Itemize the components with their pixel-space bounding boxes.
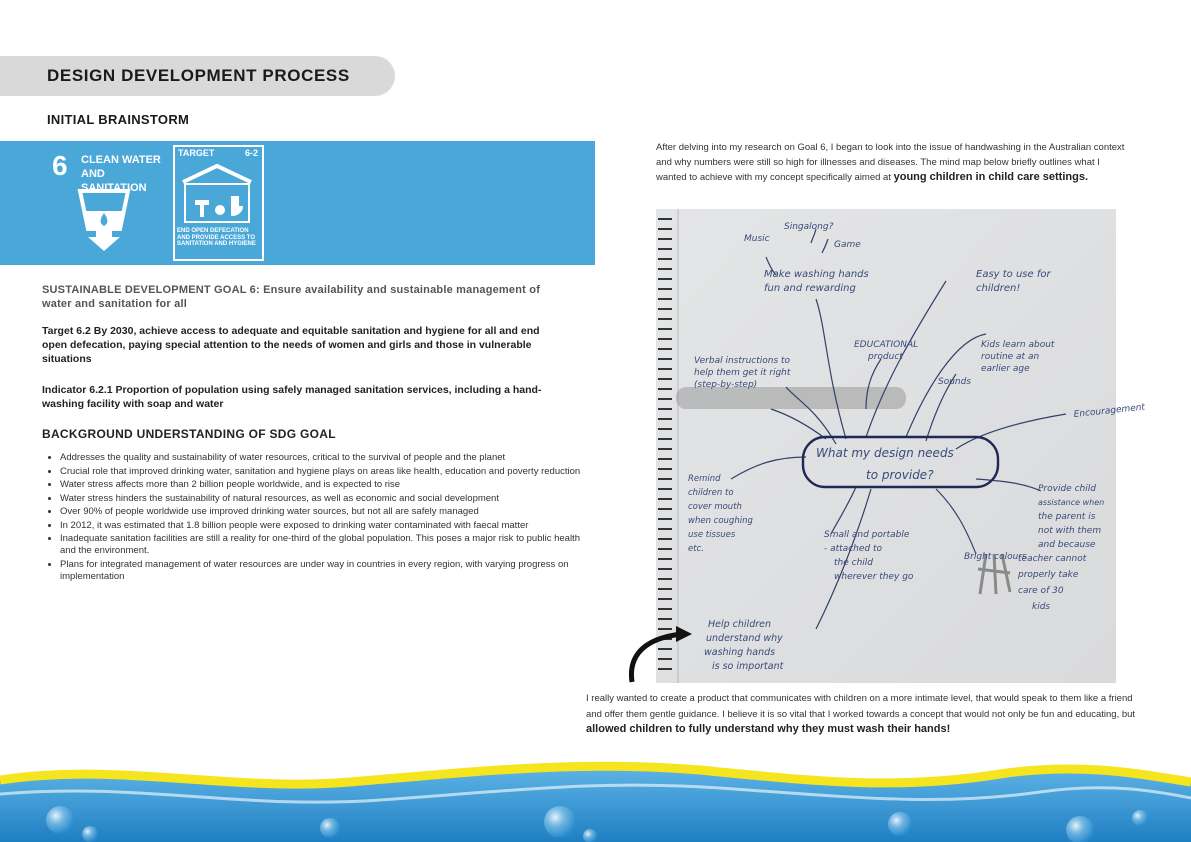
intro-bold: young children in child care settings. [893, 171, 1088, 183]
node-provide-6: teacher cannot [1018, 554, 1087, 564]
target-caption: END OPEN DEFECATION AND PROVIDE ACCESS TO SANITATION AND HYGIENE [177, 228, 256, 247]
bullet-item: • Crucial role that improved drinking water, sanitation and hygiene plays on areas like health, education and poverty reduction [60, 466, 595, 478]
node-easy-2: children! [976, 283, 1021, 294]
node-verbal-3: (step-by-step) [694, 380, 758, 390]
node-remind-3: cover mouth [688, 502, 742, 512]
node-provide-8: care of 30 [1018, 586, 1064, 596]
target-text: Target 6.2 By 2030, achieve access to adequate and equitable sanitation and hygiene for all and end open defecation, paying special attention to the needs of women and girls and those in vulnerable situations [42, 325, 540, 365]
node-small-2: - attached to [824, 544, 882, 554]
node-kids-1: Kids learn about [981, 340, 1055, 350]
node-fun-1: Make washing hands [764, 269, 869, 280]
node-remind-6: etc. [688, 544, 704, 554]
section-subtitle: INITIAL BRAINSTORM [47, 112, 190, 127]
node-educational-1: EDUCATIONAL [854, 340, 919, 350]
node-small-3: the child [834, 558, 873, 568]
node-verbal-2: help them get it right [694, 368, 791, 378]
background-bullet-list [42, 452, 595, 584]
toilet-washbasin-icon [177, 160, 257, 226]
node-provide-5: and because [1038, 540, 1096, 550]
node-remind-5: use tissues [688, 530, 736, 540]
closing-text: I really wanted to create a product that communicates with children on a more intimate level, that would speak to them like a friend and offer them gentle guidance. I believe it is so vital that I worked towards a concept that would not only be fun and educating, but [586, 693, 1136, 720]
intro-text: After delving into my research on Goal 6, I began to look into the issue of handwashing in the Australian context and why numbers were still so high for illnesses and diseases. The mind map below briefly outlines what I wanted to achieve with my concept specifically aimed at [656, 142, 1125, 183]
intro-paragraph [656, 140, 1131, 185]
target-label: TARGET [178, 148, 215, 158]
node-provide-2: assistance when [1038, 498, 1105, 507]
node-small-1: Small and portable [824, 530, 910, 540]
node-game: Game [834, 240, 861, 250]
node-help-1: Help children [708, 619, 772, 630]
bullet-item: • In 2012, it was estimated that 1.8 billion people were exposed to drinking water contaminated with faecal matter [60, 520, 595, 532]
node-kids-2: routine at an [981, 352, 1040, 362]
bullet-item: • Water stress hinders the sustainability of natural resources, as well as economic and social development [60, 493, 595, 505]
node-sounds: Sounds [938, 377, 972, 387]
node-provide-9: kids [1032, 602, 1051, 612]
node-help-2: understand why [706, 633, 783, 644]
node-bright: Bright colours [964, 552, 1027, 562]
background-heading: BACKGROUND UNDERSTANDING OF SDG GOAL [42, 427, 336, 441]
closing-bold: allowed children to fully understand why they must wash their hands! [586, 723, 951, 735]
bullet-item: • Plans for integrated management of water resources are under way in countries in every region, with varying progress on implementation [60, 559, 595, 583]
sdg-name: CLEAN WATER AND SANITATION [81, 154, 161, 194]
node-music: Music [744, 234, 770, 244]
bullet-item: • Addresses the quality and sustainability of water resources, critical to the survival of people and the planet [60, 452, 595, 464]
water-glass-icon [74, 187, 134, 253]
node-remind-2: children to [688, 488, 734, 498]
goal-title: SUSTAINABLE DEVELOPMENT GOAL 6: Ensure availability and sustainable management of water and sanitation for all [42, 284, 541, 310]
mindmap-sketch [656, 209, 1146, 683]
node-provide-4: not with them [1038, 526, 1102, 536]
node-singalong: Singalong? [784, 222, 834, 232]
node-fun-2: fun and rewarding [764, 283, 856, 294]
curved-arrow-icon [620, 624, 700, 684]
center-line-2: to provide? [866, 468, 934, 482]
sdg-number: 6 [52, 150, 68, 181]
node-encouragement: Encouragement [1073, 402, 1146, 420]
node-help-4: is so important [712, 661, 784, 672]
node-easy-1: Easy to use for [976, 269, 1051, 280]
mindmap-photo [656, 209, 1146, 683]
node-educational-2: product [868, 352, 903, 362]
node-verbal-1: Verbal instructions to [694, 356, 791, 366]
node-kids-3: earlier age [981, 364, 1030, 374]
node-provide-7: properly take [1018, 570, 1079, 580]
node-remind-1: Remind [688, 474, 721, 484]
scribbled-text [676, 387, 906, 409]
closing-paragraph [586, 691, 1146, 738]
page-title: DESIGN DEVELOPMENT PROCESS [47, 66, 350, 85]
node-provide-3: the parent is [1038, 512, 1096, 522]
bullet-item: • Inadequate sanitation facilities are still a reality for one-third of the global population. This poses a major risk to public health and the environment. [60, 533, 595, 557]
target-header [178, 148, 258, 158]
node-help-3: washing hands [704, 647, 776, 658]
bullet-item: • Water stress affects more than 2 billion people worldwide, and is expected to rise [60, 479, 595, 491]
target-number: 6-2 [244, 148, 258, 158]
node-small-4: wherever they go [834, 572, 914, 582]
node-remind-4: when coughing [688, 516, 753, 526]
center-line-1: What my design needs [816, 446, 954, 460]
bullet-item: • Over 90% of people worldwide use improved drinking water sources, but not all are safely managed [60, 506, 595, 518]
node-provide-1: Provide child [1038, 484, 1096, 494]
footer-water-wave [0, 752, 1191, 842]
indicator-text: Indicator 6.2.1 Proportion of population using safely managed sanitation services, including a hand-washing facility with soap and water [42, 384, 542, 410]
